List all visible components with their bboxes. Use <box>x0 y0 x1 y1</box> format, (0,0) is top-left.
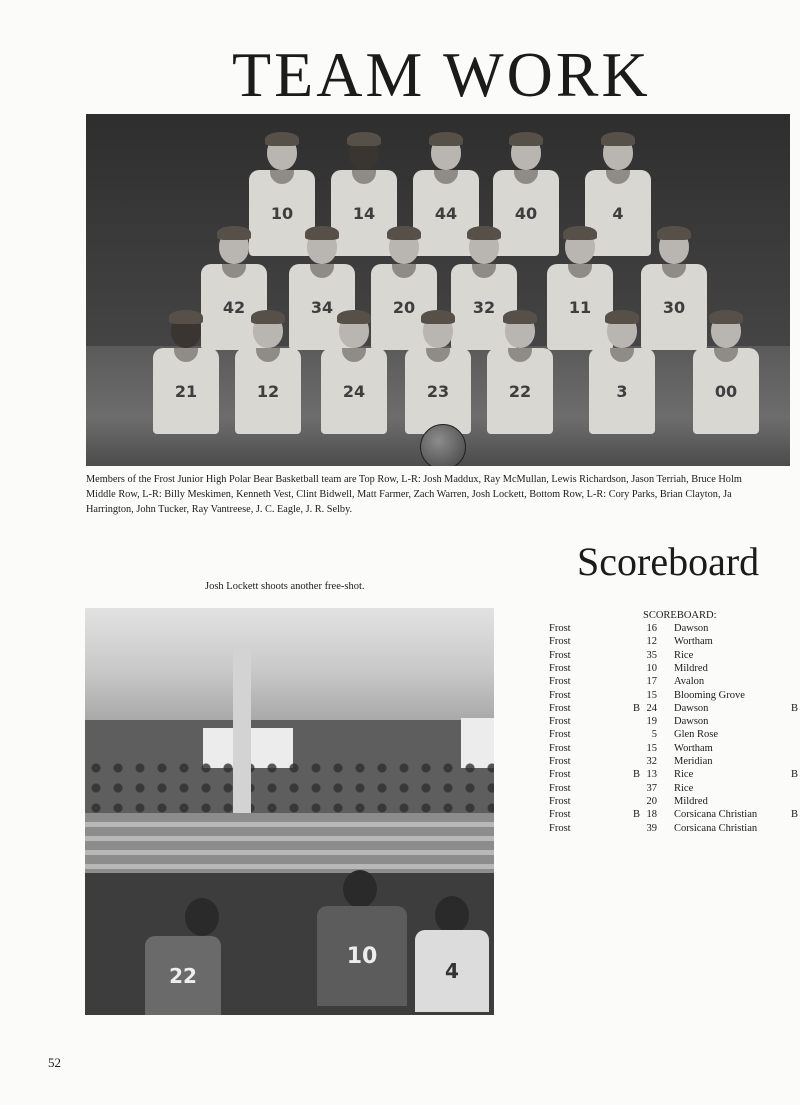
player-jersey-number: 22 <box>487 348 553 434</box>
scoreboard-score: 5 <box>651 729 657 741</box>
player-head <box>469 230 499 264</box>
scoreboard-team: Frost <box>549 636 571 648</box>
player-head <box>607 314 637 348</box>
scoreboard-opponent: Meridian <box>674 756 713 767</box>
player-jersey-number: 20 <box>371 264 437 350</box>
player-head <box>389 230 419 264</box>
scoreboard-opponent: Wortham <box>674 742 713 754</box>
caption-line: Members of the Frost Junior High Polar Bear Basketball team are Top Row, L-R: Josh Maddux, Ray McMullan, Lewis Richardson, Jason Terriah, Bruce Holm <box>86 474 742 485</box>
player-jersey-number: 44 <box>413 170 479 256</box>
player-jersey-number: 42 <box>201 264 267 350</box>
scoreboard-heading: Scoreboard <box>577 539 760 584</box>
player-jersey-number: 23 <box>405 348 471 434</box>
player-jersey-number: 34 <box>289 264 355 350</box>
player-head <box>185 898 219 936</box>
scoreboard-edge-mark: B <box>791 702 799 714</box>
scoreboard-table-title: SCOREBOARD: <box>643 610 717 621</box>
team-player <box>314 314 394 444</box>
scoreboard-score: 24 <box>646 702 657 714</box>
crowd <box>85 758 494 818</box>
player-head <box>711 314 741 348</box>
scoreboard-opponent: Corsicana Christian <box>674 809 758 821</box>
player-head <box>431 136 461 170</box>
scoreboard-score: 19 <box>646 716 657 728</box>
scoreboard-row <box>549 702 800 715</box>
player-head <box>219 230 249 264</box>
player-jersey: 22 <box>145 936 221 1015</box>
player-jersey-number: 24 <box>321 348 387 434</box>
scoreboard-team: Frost <box>549 742 571 754</box>
scoreboard-team: Frost <box>549 676 571 688</box>
player-head <box>511 136 541 170</box>
player-jersey-number: 21 <box>153 348 219 434</box>
team-photo <box>86 114 790 466</box>
scoreboard-score: 18 <box>646 809 657 821</box>
scoreboard-team: Frost <box>549 822 571 834</box>
scoreboard-team: Frost <box>549 623 571 634</box>
scoreboard-team: Frost <box>549 689 571 701</box>
scoreboard-row <box>549 689 800 702</box>
team-photo-caption <box>86 472 790 517</box>
player-head <box>423 314 453 348</box>
team-player <box>582 314 662 444</box>
scoreboard-row <box>549 649 800 662</box>
player-jersey: 4 <box>415 930 489 1012</box>
player-jersey: 10 <box>317 906 407 1006</box>
scoreboard-team: Frost <box>549 729 571 741</box>
scoreboard-row <box>549 755 800 768</box>
scoreboard-row <box>549 715 800 728</box>
scoreboard-mark: B <box>633 702 641 714</box>
caption-line: Middle Row, L-R: Billy Meskimen, Kenneth Vest, Clint Bidwell, Matt Farmer, Zach Warren, Josh Lockett, Bottom Row, L-R: Cory Parks, Brian Clayton, Ja <box>86 489 732 500</box>
basketball <box>420 424 466 466</box>
player-jersey-number: 30 <box>641 264 707 350</box>
scoreboard-opponent: Dawson <box>674 623 709 634</box>
scoreboard-edge-mark: B <box>791 809 799 821</box>
scoreboard-opponent: Mildred <box>674 795 708 807</box>
scoreboard-team: Frost <box>549 769 571 781</box>
scoreboard-team: Frost <box>549 702 571 714</box>
page-title: TEAM WORK <box>232 39 651 110</box>
scoreboard-opponent: Corsicana Christian <box>674 822 758 834</box>
scoreboard-mark: B <box>633 809 641 821</box>
action-photo <box>85 608 494 1015</box>
scoreboard-opponent: Rice <box>674 782 694 794</box>
scoreboard-row <box>549 728 800 741</box>
scoreboard-opponent: Avalon <box>674 676 705 688</box>
team-player <box>228 314 308 444</box>
scoreboard-opponent: Dawson <box>674 702 709 714</box>
player-jersey-number: 4 <box>585 170 651 256</box>
scoreboard-row <box>549 782 800 795</box>
player-jersey-number: 3 <box>589 348 655 434</box>
scoreboard-team: Frost <box>549 756 571 767</box>
scoreboard-team: Frost <box>549 809 571 821</box>
team-player <box>146 314 226 444</box>
scoreboard-team: Frost <box>549 649 571 661</box>
scoreboard-opponent: Mildred <box>674 662 708 674</box>
caption-line: Harrington, John Tucker, Ray Vantreese, J. C. Eagle, J. R. Selby. <box>86 504 353 515</box>
scoreboard-score: 10 <box>646 662 657 674</box>
team-player <box>480 314 560 444</box>
scoreboard-score: 39 <box>646 822 657 834</box>
player-jersey-number: 10 <box>249 170 315 256</box>
player-jersey-number: 32 <box>451 264 517 350</box>
player-head <box>267 136 297 170</box>
scoreboard-score: 15 <box>646 689 657 701</box>
scoreboard-score: 17 <box>646 676 657 688</box>
scoreboard-row <box>549 808 800 821</box>
player-jersey-number: 00 <box>693 348 759 434</box>
scoreboard-opponent: Dawson <box>674 716 709 728</box>
scoreboard-row <box>549 822 800 835</box>
scoreboard-mark: B <box>633 769 641 781</box>
scoreboard-opponent: Rice <box>674 649 694 661</box>
scoreboard-opponent: Wortham <box>674 636 713 648</box>
player-head <box>349 136 379 170</box>
scoreboard-score: 16 <box>646 623 657 634</box>
scoreboard-row <box>549 795 800 808</box>
scoreboard-opponent: Blooming Grove <box>674 689 745 701</box>
player-head <box>505 314 535 348</box>
scoreboard-row <box>549 662 800 675</box>
scoreboard-score: 37 <box>646 782 657 794</box>
scoreboard-opponent: Rice <box>674 769 694 781</box>
player-head <box>171 314 201 348</box>
scoreboard-row <box>549 635 800 648</box>
action-photo-caption: Josh Lockett shoots another free-shot. <box>205 581 365 592</box>
player-jersey-number: 12 <box>235 348 301 434</box>
scoreboard-score: 35 <box>646 649 657 661</box>
scoreboard-opponent: Glen Rose <box>674 729 719 741</box>
scoreboard-score: 15 <box>646 742 657 754</box>
scoreboard-edge-mark: B <box>791 769 799 781</box>
gym-ceiling <box>85 608 494 720</box>
scoreboard-team: Frost <box>549 662 571 674</box>
player-head <box>253 314 283 348</box>
player-jersey-number: 11 <box>547 264 613 350</box>
player-head <box>339 314 369 348</box>
player-head <box>435 896 469 934</box>
player-jersey-number: 40 <box>493 170 559 256</box>
scoreboard-team: Frost <box>549 782 571 794</box>
scoreboard-score: 13 <box>646 769 657 781</box>
player-head <box>307 230 337 264</box>
player-head <box>603 136 633 170</box>
page-number: 52 <box>48 1055 61 1070</box>
scoreboard-row <box>549 768 800 781</box>
scoreboard-score: 32 <box>646 756 657 767</box>
player-jersey-number: 14 <box>331 170 397 256</box>
team-player <box>686 314 766 444</box>
scoreboard-score: 12 <box>646 636 657 648</box>
player-head <box>565 230 595 264</box>
scoreboard-row <box>549 675 800 688</box>
scoreboard-row <box>549 742 800 755</box>
scoreboard-team: Frost <box>549 716 571 728</box>
scoreboard-score: 20 <box>646 795 657 807</box>
player-head <box>659 230 689 264</box>
scoreboard-row <box>549 622 800 635</box>
player-head <box>343 870 377 908</box>
scoreboard-team: Frost <box>549 795 571 807</box>
